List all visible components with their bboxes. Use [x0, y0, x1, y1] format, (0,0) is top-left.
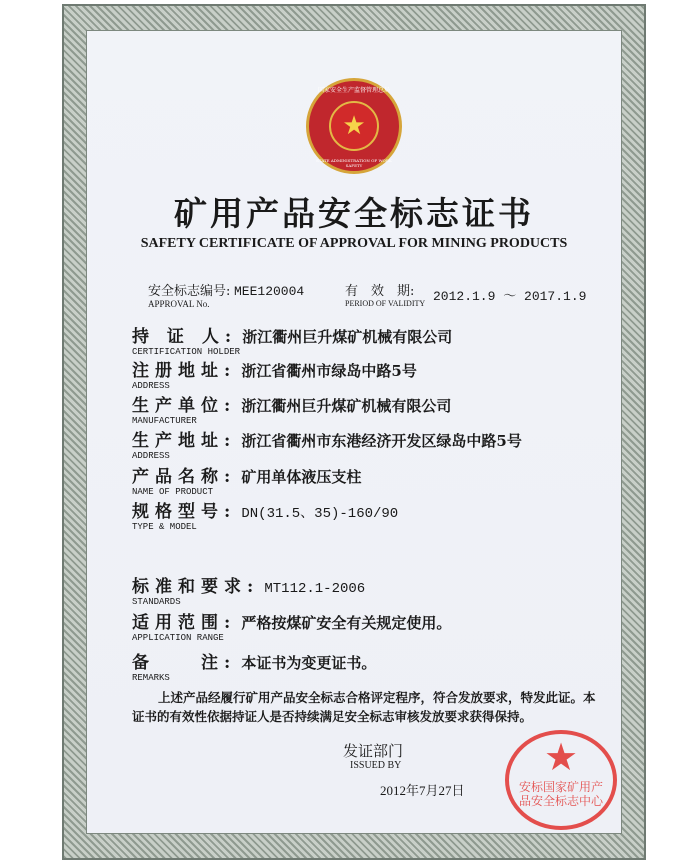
seal-star-icon: ★: [543, 735, 579, 779]
field-label-en: TYPE & MODEL: [132, 522, 197, 532]
field-label-en: ADDRESS: [132, 381, 170, 391]
field-label: 产品名称:: [132, 467, 237, 487]
field-label: 规格型号:: [132, 502, 237, 522]
field-label: 注册地址:: [132, 361, 237, 381]
validity-period: 2012.1.9 ～ 2017.1.9: [433, 289, 587, 304]
field-row: [132, 391, 451, 426]
field-label-en: STANDARDS: [132, 597, 181, 607]
issuer-label-en: ISSUED BY: [350, 760, 402, 771]
field-value: MT112.1-2006: [264, 581, 366, 597]
field-label: 生产地址:: [132, 431, 237, 451]
field-label-en: NAME OF PRODUCT: [132, 487, 214, 497]
field-label-en: MANUFACTURER: [132, 416, 197, 426]
certificate-subtitle: SAFETY CERTIFICATE OF APPROVAL FOR MINING PRODUCTS: [140, 236, 568, 251]
field-value: 浙江衢州巨升煤矿机械有限公司: [241, 397, 452, 415]
field-row: [132, 497, 398, 532]
field-label: 生产单位:: [132, 396, 237, 416]
field-label: 持 证 人:: [132, 327, 238, 347]
validity-label: 有 效 期: PERIOD OF VALIDITY: [345, 284, 426, 308]
issuer-label: 发证部门: [343, 742, 404, 760]
field-row: [132, 608, 451, 643]
approval-label: 安全标志编号: APPROVAL No.: [148, 284, 231, 309]
field-label: 备 注:: [132, 653, 237, 673]
seal-text: 安标国家矿用产品安全标志中心: [518, 780, 603, 808]
emblem-ring-text: 国家安全生产监督管理总局 STATE ADMINISTRATION OF WORK SAFETY: [316, 87, 392, 168]
official-seal: [505, 730, 617, 830]
field-label: 适用范围:: [132, 613, 237, 633]
field-label: 标准和要求:: [132, 577, 260, 597]
field-value: 浙江省衢州市绿岛中路5号: [241, 362, 417, 380]
field-label-en: ADDRESS: [132, 451, 170, 461]
field-label-en: CERTIFICATION HOLDER: [132, 347, 241, 357]
statement: 上述产品经履行矿用产品安全标志合格评定程序，符合发放要求，特发此证。本证书的有效性依据持证人是否持续满足安全标志审核发放要求获得保持。: [132, 690, 596, 724]
field-value: 浙江衢州巨升煤矿机械有限公司: [242, 328, 453, 346]
field-value: DN(31.5、35)-160/90: [241, 506, 399, 522]
star-icon: ★: [329, 101, 379, 151]
field-value: 本证书为变更证书。: [241, 654, 377, 672]
field-value: 浙江省衢州市东港经济开发区绿岛中路5号: [241, 432, 522, 450]
field-row: [132, 572, 365, 607]
field-row: [132, 648, 376, 683]
approval-number: MEE120004: [234, 284, 305, 299]
field-row: [132, 462, 361, 497]
field-label-en: APPLICATION RANGE: [132, 633, 224, 643]
issue-date: 2012年7月27日: [380, 783, 465, 798]
certificate-title: 矿用产品安全标志证书: [174, 194, 534, 233]
field-value: 矿用单体液压支柱: [241, 468, 362, 486]
field-row: [132, 322, 452, 357]
field-label-en: REMARKS: [132, 673, 170, 683]
field-value: 严格按煤矿安全有关规定使用。: [241, 614, 452, 632]
field-row: [132, 426, 522, 461]
national-emblem: [306, 78, 402, 174]
field-row: [132, 356, 417, 391]
